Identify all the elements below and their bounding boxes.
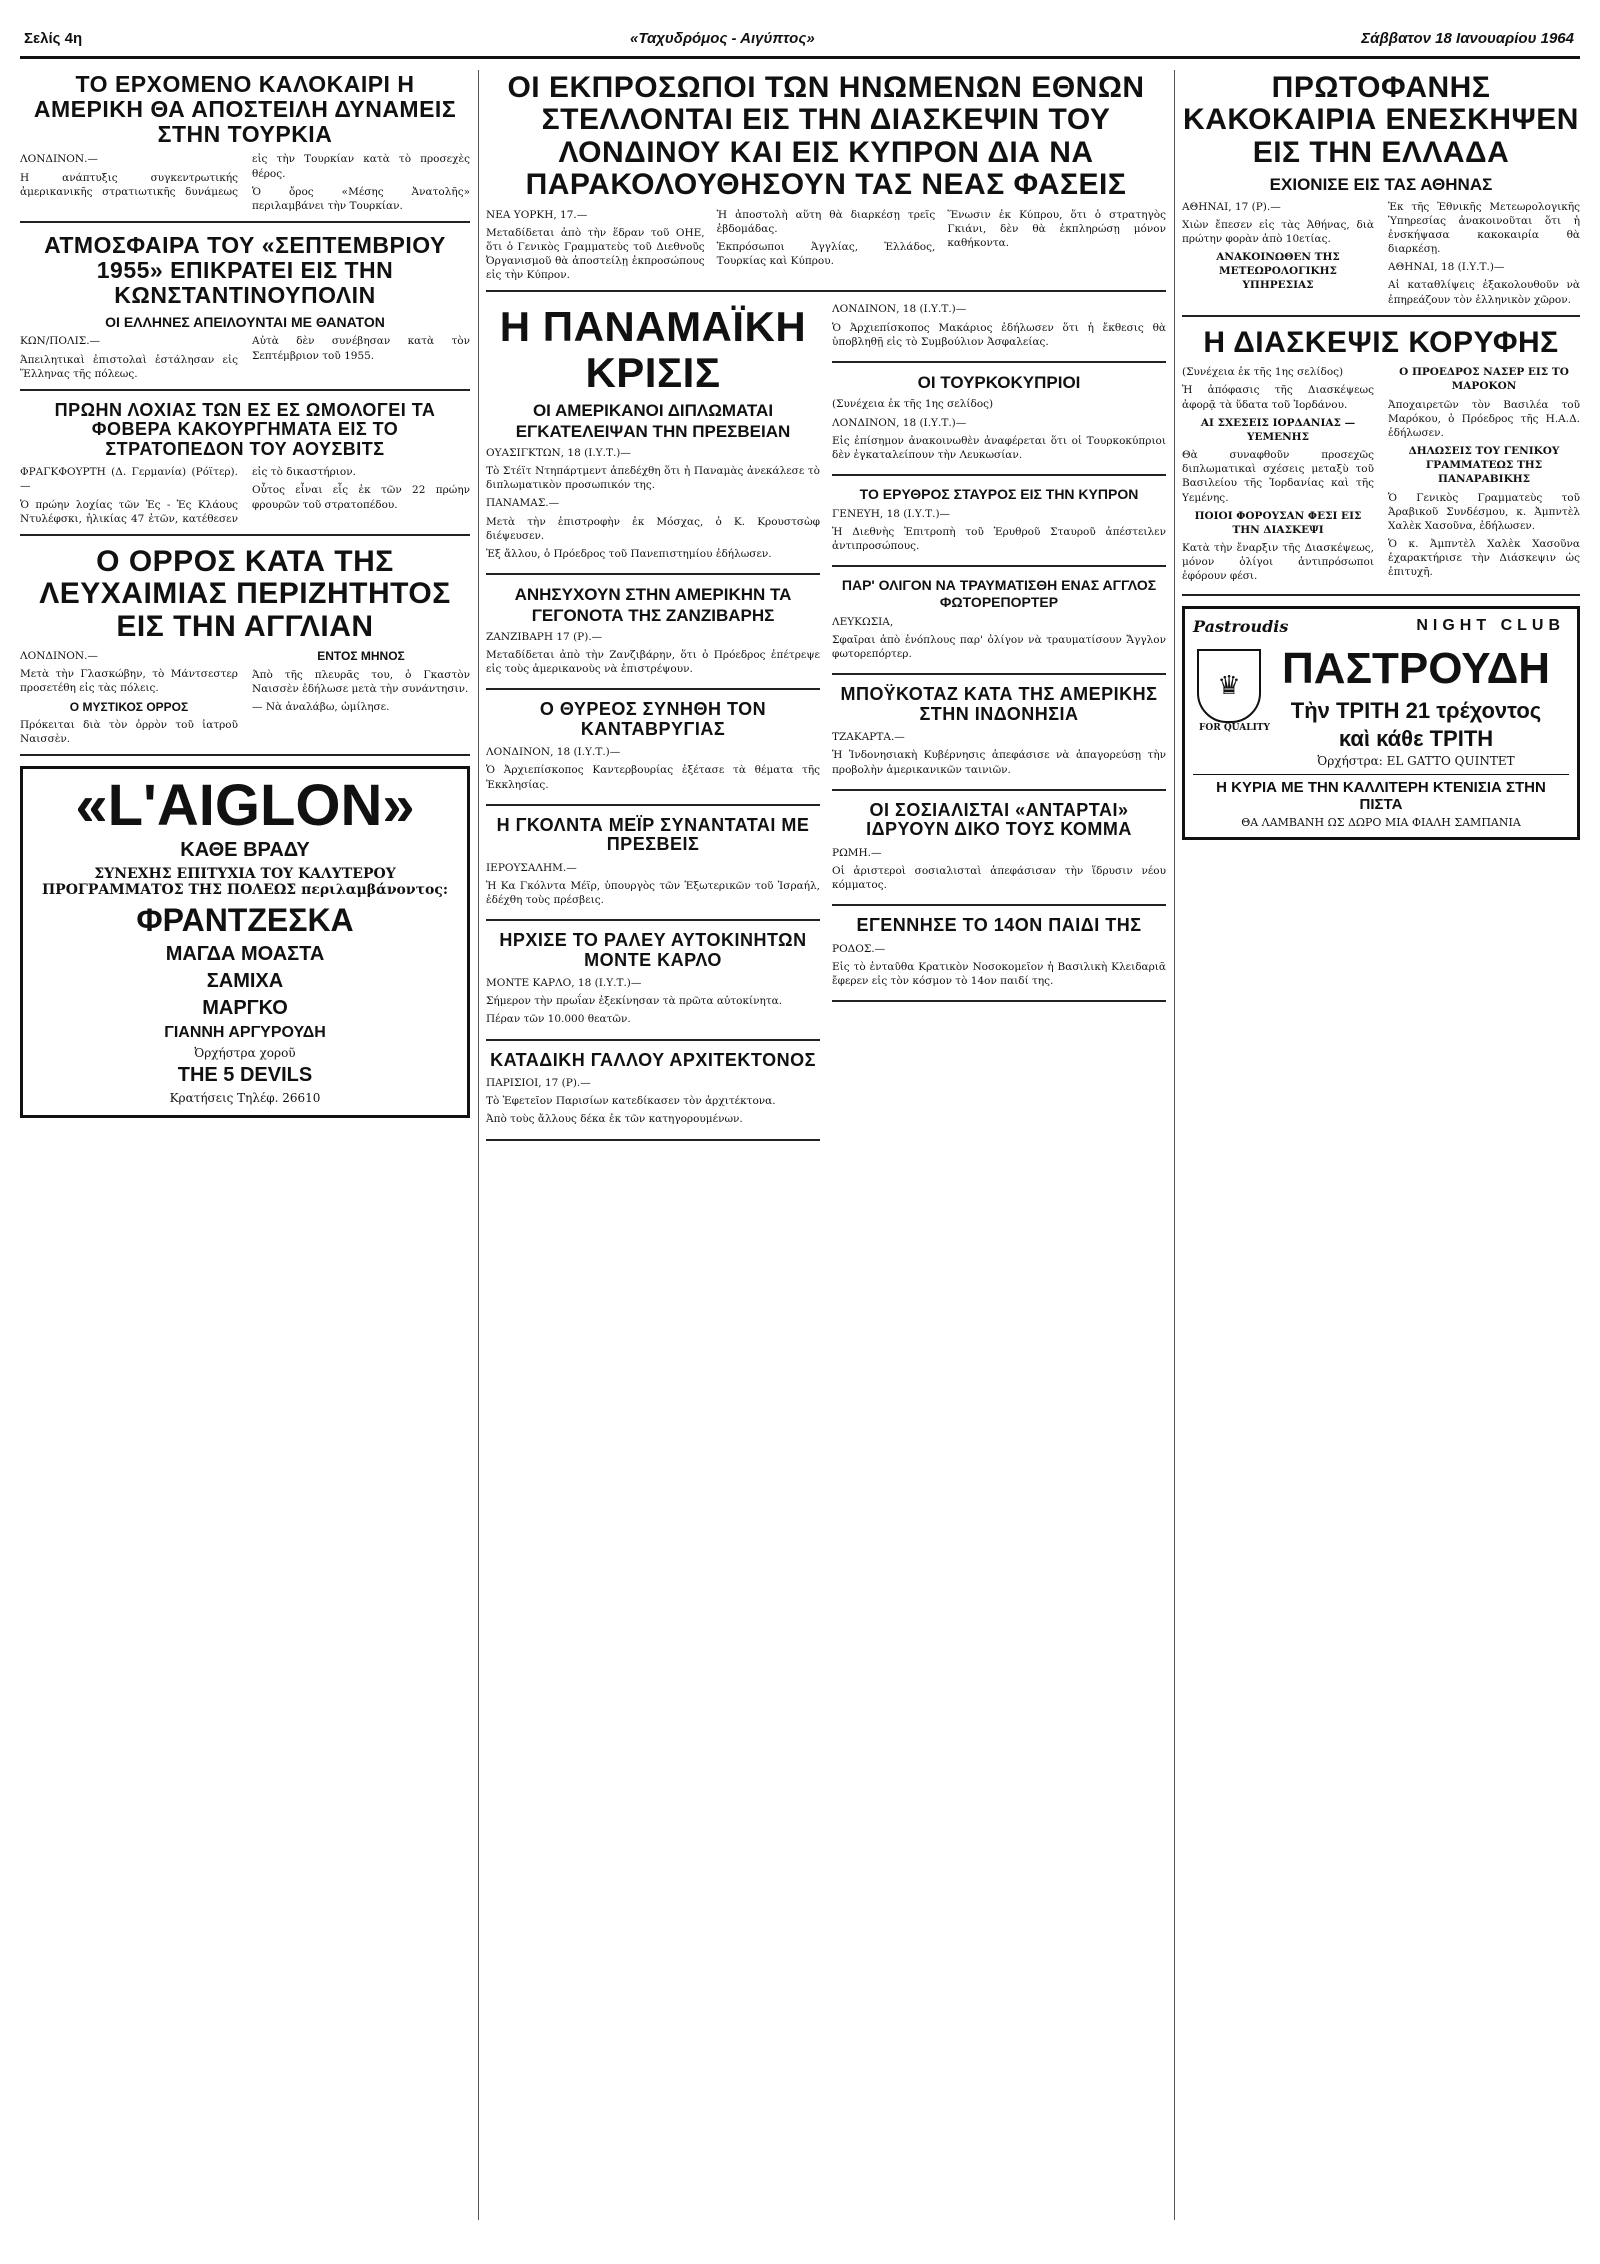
article-usa-turkey [20,72,470,223]
article-text: Ὁ πρώην λοχίας τῶν Ἐς - Ἐς Κλάους Ντυλέφσκι, ἡλικίας 47 ἐτῶν, κατέθεσεν εἰς τὸ δικαστήριον. [20,466,356,525]
ad-performer: ΜΑΓΔΑ ΜΟΑΣΤΑ [165,943,325,966]
subheadline: (Συνέχεια ἐκ τῆς 1ης σελίδος) [1182,366,1344,379]
article-text: — Νὰ ἀναλάβω, ὡμίλησε. [252,700,390,713]
subheadline: (Συνέχεια ἐκ τῆς 1ης σελίδος) [832,398,994,411]
ad-performer: ΓΙΑΝΝΗ ΑΡΓΥΡΟΥΔΗ [164,1024,326,1042]
article-summit [1182,327,1580,596]
section-heading: Ο ΜΥΣΤΙΚΟΣ ΟΡΡΟΣ [69,699,189,714]
dateline: ΡΟΔΟΣ.— [832,942,886,955]
article-architect [486,1051,820,1141]
ad-band: Ὀρχήστρα: EL GATTO QUINTET [1317,753,1515,768]
ad-line: Ὀρχήστρα χοροῦ [194,1046,296,1061]
newspaper-page [20,16,1580,2226]
headline: ΤΟ ΕΡΥΘΡΟΣ ΣΤΑΥΡΟΣ ΕΙΣ ΤΗΝ ΚΥΠΡΟΝ [859,486,1139,503]
article-monte-carlo [486,931,820,1040]
article-text: Μετὰ τὴν ἐπιστροφὴν ἐκ Μόσχας, ὁ Κ. Κρουστσὼφ διέψευσεν. [486,515,820,542]
article-text: Σφαῖραι ἀπὸ ἐνόπλους παρ' ὀλίγον νὰ τραυματίσουν Ἄγγλον φωτορεπόρτερ. [832,634,1166,661]
article-text: Αἱ καταθλίψεις ἐξακολουθοῦν νὰ ἐπηρεάζουν τὸν ἑλληνικὸν χῶρον. [1388,279,1580,306]
dateline: ΠΑΡΙΣΙΟΙ, 17 (Ρ).— [486,1077,591,1090]
headline: Η ΓΚΟΛΝΤΑ ΜΕΪΡ ΣΥΝΑΝΤΑΤΑΙ ΜΕ ΠΡΕΣΒΕΙΣ [496,814,810,855]
column-right [1182,70,1580,2220]
article-text: Ἐξ ἄλλου, ὁ Πρόεδρος τοῦ Πανεπιστημίου ἐδήλωσεν. [486,547,772,560]
ad-line: ΚΑΘΕ ΒΡΑΔΥ [180,839,310,862]
headline: Ο ΟΡΡΟΣ ΚΑΤΑ ΤΗΣ ΛΕΥΧΑΙΜΙΑΣ ΠΕΡΙΖΗΤΗΤΟΣ ΕΙΣ ΤΗΝ ΑΓΓΛΙΑΝ [39,544,451,643]
article-panama [486,304,820,575]
dateline: ΚΩΝ/ΠΟΛΙΣ.— [20,335,101,348]
dateline: ΙΕΡΟΥΣΑΛΗΜ.— [486,861,577,874]
article-leukemia-serum [20,546,470,756]
subheadline: ΕΧΙΟΝΙΣΕ ΕΙΣ ΤΑΣ ΑΘΗΝΑΣ [1269,175,1493,195]
article-text: Ἀποχαιρετῶν τὸν Βασιλέα τοῦ Μαρόκου, ὁ Πρόεδρος τῆς Η.Α.Δ. ἐδήλωσεν. [1388,398,1580,439]
article-text: Εἰς ἐπίσημον ἀνακοινωθὲν ἀναφέρεται ὅτι οἱ Τουρκοκύπριοι δὲν ἐγκαταλείπουν τὴν Λευκωσίαν. [832,434,1166,461]
dateline: ΛΟΝΔΙΝΟΝ, 18 (Ι.Υ.Τ.)— [486,746,621,759]
article-text: Πρόκειται διὰ τὸν ὀρρὸν τοῦ ἰατροῦ Ναισσὲν. [20,719,238,746]
section-heading: ΑΝΑΚΟΙΝΩΘΕΝ ΤΗΣ ΜΕΤΕΩΡΟΛΟΓΙΚΗΣ ΥΠΗΡΕΣΙΑΣ [1216,251,1340,292]
ad-quality: FOR QUALITY [1199,722,1270,733]
headline: ΑΝΗΣΥΧΟΥΝ ΣΤΗΝ ΑΜΕΡΙΚΗΝ ΤΑ ΓΕΓΟΝΟΤΑ ΤΗΣ ΖΑΝΖΙΒΑΡΗΣ [514,585,792,625]
article-text: Χιὼν ἔπεσεν εἰς τὰς Ἀθήνας, διὰ πρώτην φορὰν ἀπὸ 10ετίας. [1182,218,1374,245]
ad-line: ΣΥΝΕΧΗΣ ΕΠΙΤΥΧΙΑ ΤΟΥ ΚΑΛΥΤΕΡΟΥ ΠΡΟΓΡΑΜΜΑΤΟΣ ΤΗΣ ΠΟΛΕΩΣ περιλαμβάνοντος: [41,866,449,899]
headline: ΤΟ ΕΡΧΟΜΕΝΟ ΚΑΛΟΚΑΙΡΙ Η ΑΜΕΡΙΚΗ ΘΑ ΑΠΟΣΤΕΙΛΗ ΔΥΝΑΜΕΙΣ ΣΤΗΝ ΤΟΥΡΚΙΑ [33,71,457,147]
headline: ΚΑΤΑΔΙΚΗ ΓΑΛΛΟΥ ΑΡΧΙΤΕΚΤΟΝΟΣ [490,1049,816,1070]
dateline: ΜΟΝΤΕ ΚΑΡΛΟ, 18 (Ι.Υ.Τ.)— [486,977,642,990]
article-golda-meir [486,816,820,921]
article-un-representatives [486,72,1166,292]
headline: ΠΑΡ' ΟΛΙΓΟΝ ΝΑ ΤΡΑΥΜΑΤΙΣΘΗ ΕΝΑΣ ΑΓΓΛΟΣ ΦΩΤΟΡΕΠΟΡΤΕΡ [841,577,1157,611]
dateline: ΛΟΝΔΙΝΟΝ, 18 (Ι.Υ.Τ.)— [832,303,967,316]
article-cyprus-continued [832,302,1166,363]
section-heading: ΔΗΛΩΣΕΙΣ ΤΟΥ ΓΕΝΙΚΟΥ ΓΡΑΜΜΑΤΕΩΣ ΤΗΣ ΠΑΝΑΡΑΒΙΚΗΣ [1408,445,1560,486]
dateline: ΦΡΑΓΚΦΟΥΡΤΗ (Δ. Γερμανία) (Ρόϊτερ).— [20,466,238,493]
article-auschwitz [20,401,470,536]
headline: ΜΠΟΫΚΟΤΑΖ ΚΑΤΑ ΤΗΣ ΑΜΕΡΙΚΗΣ ΣΤΗΝ ΙΝΔΟΝΗΣΙΑ [840,684,1158,724]
newspaper-name: «Ταχυδρόμος - Αιγύπτος» [630,30,815,47]
article-text: Σήμερον τὴν πρωΐαν ἐξεκίνησαν τὰ πρῶτα αὐτοκίνητα. [486,995,783,1008]
center-right-subcolumn [832,302,1166,1150]
article-text: Ἡ Κα Γκόλντα Μέϊρ, ὑπουργὸς τῶν Ἐξωτερικῶν τοῦ Ἰσραήλ, ἐδέχθη τοὺς πρέσβεις. [486,879,820,907]
ad-title: ΠΑΣΤΡΟΥΔΗ [1282,643,1550,693]
section-heading: Ο ΠΡΟΕΔΡΟΣ ΝΑΣΕΡ ΕΙΣ ΤΟ ΜΑΡΟΚΟΝ [1399,366,1569,393]
article-text: Μετὰ τὴν Γλασκώβην, τὸ Μάντσεστερ προσετέθη εἰς τὰς πόλεις. [20,668,238,695]
ad-performer: ΜΑΡΓΚΟ [202,997,288,1020]
dateline: ΤΖΑΚΑΡΤΑ.— [832,731,905,744]
dateline: ΑΘΗΝΑΙ, 17 (Ρ).— [1182,200,1281,213]
article-text: Οὗτος εἶναι εἷς ἐκ τῶν 22 πρώην φρουρῶν τοῦ στρατοπέδου. [252,484,470,511]
article-text: Ἕνωσιν ἐκ Κύπρου, ὅτι ὁ στρατηγὸς Γκιάνι, δὲν θὰ ἐκπληρώσῃ μόνον καθήκοντα. [947,208,1166,249]
dateline: ΛΟΝΔΙΝΟΝ.— [20,650,98,663]
article-text: Ἀπὸ τῆς πλευρᾶς του, ὁ Γκαστὸν Ναισσὲν ἐδήλωσε μετὰ τὴν συνάντησιν. [252,668,470,695]
column-divider [478,70,479,2220]
article-photographer [832,577,1166,675]
masthead [20,16,1580,59]
dateline: ΑΘΗΝΑΙ, 18 (Ι.Υ.Τ.)— [1388,261,1505,274]
article-text: Πέραν τῶν 10.000 θεατῶν. [486,1013,631,1026]
ad-title: «L'AIGLON» [75,773,415,839]
article-text: Μεταδίδεται ἀπὸ τὴν ἕδραν τοῦ ΟΗΕ, ὅτι ὁ Γενικὸς Γραμματεὺς τοῦ Διεθνοῦς Ὀργανισμοῦ θὰ ἀποστείλῃ ἐκπροσώπους εἰς τὴν Κύπρον. [486,226,705,282]
column-left [20,70,470,2220]
headline: ΟΙ ΕΚΠΡΟΣΩΠΟΙ ΤΩΝ ΗΝΩΜΕΝΩΝ ΕΘΝΩΝ ΣΤΕΛΛΟΝΤΑΙ ΕΙΣ ΤΗΝ ΔΙΑΣΚΕΨΙΝ ΤΟΥ ΛΟΝΔΙΝΟΥ ΚΑΙ ΕΙΣ ΚΥΠΡΟΝ ΔΙΑ ΝΑ ΠΑΡΑΚΟΛΟΥΘΗΣΟΥΝ ΤΑΣ ΝΕΑΣ ΦΑΣΕΙΣ [507,71,1145,202]
article-text: Οἱ ἀριστεροὶ σοσιαλισταὶ ἀπεφάσισαν τὴν ἵδρυσιν νέου κόμματος. [832,864,1166,892]
headline: Η ΔΙΑΣΚΕΨΙΣ ΚΟΡΥΦΗΣ [1203,325,1559,359]
ad-offer: Η ΚΥΡΙΑ ΜΕ ΤΗΝ ΚΑΛΛΙΤΕΡΗ ΚΤΕΝΙΣΙΑ ΣΤΗΝ ΠΙΣΤΑ [1193,774,1569,813]
article-text: Αὐτὰ δὲν συνέβησαν κατὰ τὸν Σεπτέμβριον τοῦ 1955. [252,335,470,362]
article-text: Ὁ ὄρος «Μέσης Ἀνατολῆς» περιλαμβάνει τὴν Τουρκίαν. [252,185,470,212]
article-text: Τὸ Ἐφετεῖον Παρισίων κατεδίκασεν τὸν ἀρχιτέκτονα. [486,1095,776,1108]
article-text: Ὁ Ἀρχιεπίσκοπος Καντερβουρίας ἐξέτασε τὰ θέματα τῆς Ἐκκλησίας. [486,764,820,791]
article-text: Ἐκ τῆς Ἐθνικῆς Μετεωρολογικῆς Ὑπηρεσίας ἀνακοινοῦται ὅτι ἡ ἐνσκήψασα κακοκαιρία θὰ διαρκέσῃ. [1388,200,1580,256]
article-14th-child [832,916,1166,1002]
headline: ΗΡΧΙΣΕ ΤΟ ΡΑΛΕΥ ΑΥΤΟΚΙΝΗΤΩΝ ΜΟΝΤΕ ΚΑΡΛΟ [499,930,807,970]
article-turkish-cypriots [832,373,1166,476]
article-text: Ὁ κ. Ἀμπντὲλ Χαλὲκ Χασοῦνα ἐχαρακτήρισε τὴν Διάσκεψιν ὡς ἐπιτυχῆ. [1388,538,1580,579]
dateline: ΝΕΑ ΥΟΡΚΗ, 17.— [486,208,588,221]
ad-line: καὶ κάθε ΤΡΙΤΗ [1338,725,1494,751]
article-text: Μεταδίδεται ἀπὸ τὴν Ζανζιβάρην, ὅτι ὁ Πρόεδρος ἐπέτρεψε εἰς τοὺς ἀμερικανοὺς νὰ ἐπιστρέψουν. [486,649,820,676]
dateline: ΛΕΥΚΩΣΙΑ, [832,615,894,628]
advertisement-laiglon [20,766,470,1118]
article-text: Ἡ Διεθνὴς Ἐπιτροπὴ τοῦ Ἐρυθροῦ Σταυροῦ ἀπέστειλεν ἀντιπροσώπους. [832,525,1166,553]
page-number: Σελίς 4η [24,30,83,47]
article-weather-greece [1182,72,1580,317]
issue-date: Σάββατον 18 Ιανουαρίου 1964 [1361,30,1574,47]
article-socialists [832,801,1166,906]
article-text: Ἡ Ἰνδονησιακὴ Κυβέρνησις ἀπεφάσισε νὰ ἀπαγορεύσῃ τὴν προβολὴν ἀμερικανικῶν ταινιῶν. [832,749,1166,776]
article-text: Θὰ συναφθοῦν προσεχῶς διπλωματικαὶ σχέσεις μεταξὺ τοῦ Βασιλείου τῆς Ἰορδανίας καὶ τῆς Υεμένης. [1182,449,1374,504]
center-left-subcolumn [486,302,820,1150]
article-text: Ἀπειλητικαὶ ἐπιστολαὶ ἐστάλησαν εἰς Ἕλληνας τῆς πόλεως. [20,353,238,380]
column-divider [1174,70,1175,2220]
ad-tag: NIGHT CLUB [1416,616,1565,634]
ad-phone: Κρατήσεις Τηλέφ. 26610 [169,1091,321,1106]
article-text: Κατὰ τὴν ἔναρξιν τῆς Διασκέψεως, μόνον ὀλίγοι ἀντιπρόσωποι ἐφόρουν φέσι. [1182,542,1374,583]
dateline: ΟΥΑΣΙΓΚΤΩΝ, 18 (Ι.Υ.Τ.)— [486,446,631,459]
headline: Ο ΘΥΡΕΟΣ ΣΥΝΗΘΗ ΤΟΝ ΚΑΝΤΑΒΡΥΓΙΑΣ [539,699,767,739]
article-text: Ὁ Ἀρχιεπίσκοπος Μακάριος ἐδήλωσεν ὅτι ἡ ἔκθεσις θὰ ὑποβληθῇ εἰς τὸ Συμβούλιον Ἀσφαλείας. [832,321,1166,348]
article-text: Ἡ ἀποστολὴ αὕτη θὰ διαρκέσῃ τρεῖς ἑβδομάδας. [716,208,936,235]
ad-offer-detail: ΘΑ ΛΑΜΒΑΝΗ ΩΣ ΔΩΡΟ ΜΙΑ ΦΙΑΛΗ ΣΑΜΠΑΝΙΑ [1241,815,1521,829]
ad-performer: ΦΡΑΝΤΖΕΣΚΑ [136,902,354,939]
dateline: ΛΟΝΔΙΝΟΝ, 18 (Ι.Υ.Τ.)— [832,416,967,429]
ad-line: Τὴν ΤΡΙΤΗ 21 τρέχοντος [1290,697,1542,723]
article-text: Η ανάπτυξις συγκεντρωτικής ἀμερικανικῆς στρατιωτικῆς δυνάμεως εἰς τὴν Τουρκίαν κατὰ τὸ προσεχὲς θέρος. [20,153,470,198]
subheadline: ΟΙ ΑΜΕΡΙΚΑΝΟΙ ΔΙΠΛΩΜΑΤΑΙ ΕΓΚΑΤΕΛΕΙΨΑΝ ΤΗΝ ΠΡΕΣΒΕΙΑΝ [515,401,791,441]
section-heading: ΑΙ ΣΧΕΣΕΙΣ ΙΟΡΔΑΝΙΑΣ — ΥΕΜΕΝΗΣ [1200,416,1356,443]
article-text: Εἰς τὸ ἐνταῦθα Κρατικὸν Νοσοκομεῖον ἡ Βασιλικὴ Κλειδαριᾶ ἔφερεν εἰς τὸν κόσμον τὸ 14ον παιδί της. [832,960,1166,987]
article-red-cross [832,486,1166,567]
ad-brand: Pastroudis [1193,616,1289,636]
subheadline: ΟΙ ΕΛΛΗΝΕΣ ΑΠΕΙΛΟΥΝΤΑΙ ΜΕ ΘΑΝΑΤΟΝ [105,313,385,330]
headline: ΑΤΜΟΣΦΑΙΡΑ ΤΟΥ «ΣΕΠΤΕΜΒΡΙΟΥ 1955» ΕΠΙΚΡΑΤΕΙ ΕΙΣ ΤΗΝ ΚΩΝΣΤΑΝΤΙΝΟΥΠΟΛΙΝ [44,232,446,308]
article-text: Ἐκπρόσωποι Ἀγγλίας, Ἑλλάδος, Τουρκίας καὶ Κύπρου. [716,240,936,268]
advertisement-pastroudis [1182,606,1580,840]
crest-icon: ♛ [1197,649,1261,723]
ad-band: THE 5 DEVILS [177,1064,313,1087]
article-canterbury [486,700,820,805]
dateline: ΓΕΝΕΥΗ, 18 (Ι.Υ.Τ.)— [832,507,951,520]
column-center [486,70,1166,2220]
headline: ΟΙ ΤΟΥΡΚΟΚΥΠΡΙΟΙ [917,372,1081,392]
dateline: ΛΟΝΔΙΝΟΝ.— [20,153,98,166]
article-text: Ὁ Γενικὸς Γραμματεὺς τοῦ Ἀραβικοῦ Συνδέσμου, κ. Ἀμπντὲλ Χαλὲκ Χασοῦνα, ἐδήλωσεν. [1388,491,1580,532]
article-zanzibar [486,585,820,690]
headline: ΠΡΩΗΝ ΛΟΧΙΑΣ ΤΩΝ ΕΣ ΕΣ ΩΜΟΛΟΓΕΙ ΤΑ ΦΟΒΕΡΑ ΚΑΚΟΥΡΓΗΜΑΤΑ ΕΙΣ ΤΟ ΣΤΡΑΤΟΠΕΔΟΝ ΤΟΥ ΑΟΥΣΒΙΤΣ [54,399,436,459]
article-text: Ἡ ἀπόφασις τῆς Διασκέψεως ἀφορᾷ τὰ ὕδατα τοῦ Ἰορδάνου. [1182,384,1374,411]
article-indonesia-boycott [832,685,1166,790]
headline: ΟΙ ΣΟΣΙΑΛΙΣΤΑΙ «ΑΝΤΑΡΤΑΙ» ΙΔΡΥΟΥΝ ΔΙΚΟ ΤΟΥΣ ΚΟΜΜΑ [866,799,1132,840]
article-constantinople [20,233,470,391]
dateline: ΖΑΝΖΙΒΑΡΗ 17 (Ρ).— [486,630,603,643]
section-heading: ΠΑΝΑΜΑΣ.— [486,497,560,510]
headline: ΕΓΕΝΝΗΣΕ ΤΟ 14ΟΝ ΠΑΙΔΙ ΤΗΣ [856,915,1142,936]
ad-performer: ΣΑΜΙΧΑ [206,970,284,993]
headline: ΠΡΩΤΟΦΑΝΗΣ ΚΑΚΟΚΑΙΡΙΑ ΕΝΕΣΚΗΨΕΝ ΕΙΣ ΤΗΝ ΕΛΛΑΔΑ [1183,71,1579,169]
section-heading: ΕΝΤΟΣ ΜΗΝΟΣ [317,649,405,664]
section-heading: ΠΟΙΟΙ ΦΟΡΟΥΣΑΝ ΦΕΣΙ ΕΙΣ ΤΗΝ ΔΙΑΣΚΕΨΙ [1194,509,1362,536]
article-text: Ἀπὸ τοὺς ἄλλους δέκα ἐκ τῶν κατηγορουμένων. [486,1113,743,1126]
dateline: ΡΩΜΗ.— [832,846,882,859]
headline: Η ΠΑΝΑΜΑΪΚΗ ΚΡΙΣΙΣ [499,303,807,396]
article-text: Τὸ Στέϊτ Ντηπάρτμεντ ἀπεδέχθη ὅτι ἡ Παναμὰς ἀνεκάλεσε τὸ διπλωματικὸν προσωπικόν της. [486,465,820,492]
